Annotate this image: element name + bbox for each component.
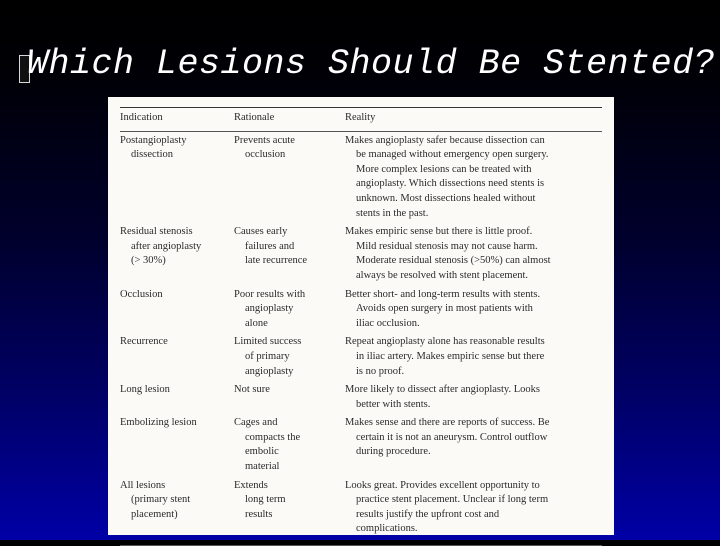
cell-text-line: Poor results with (234, 288, 306, 300)
cell-text-line: Occlusion (120, 288, 163, 300)
cell-text-line: alone (245, 317, 268, 329)
cell-rationale (234, 381, 345, 414)
cell-text-line: (primary stent (131, 494, 191, 506)
cell-text-line: Cages and (234, 417, 278, 429)
cell-text-line: Limited success (234, 336, 302, 348)
cell-text-line: during procedure. (356, 446, 431, 458)
cell-indication (120, 131, 234, 223)
cell-text-line: compacts the (245, 431, 301, 443)
cell-text-line: practice stent placement. Unclear if long term (356, 494, 549, 506)
cell-text-line: results (245, 508, 273, 520)
cell-text-line: (> 30%) (131, 255, 166, 267)
cell-text-line: after angioplasty (131, 240, 202, 252)
cell-text-line: Prevents acute (234, 134, 295, 146)
scanned-table-image (108, 97, 614, 535)
cell-text-line: be managed without emergency open surgery. (356, 149, 549, 161)
cell-indication (120, 477, 234, 546)
table-row (120, 286, 602, 334)
cell-text-line: Looks great. Provides excellent opportunity to (345, 479, 540, 491)
cell-text-line: material (245, 461, 280, 473)
cell-text-line: Long lesion (120, 384, 170, 396)
cell-text-line: is no proof. (356, 365, 405, 377)
table-row (120, 414, 602, 476)
cell-text-line: Avoids open surgery in most patients with (356, 303, 533, 315)
cell-text-line: of primary (245, 350, 290, 362)
cell-reality (345, 223, 602, 285)
cell-text-line: stents in the past. (356, 207, 429, 219)
cell-indication (120, 223, 234, 285)
cell-indication (120, 414, 234, 476)
cell-reality (345, 477, 602, 546)
cell-text-line: Makes sense and there are reports of success. Be (345, 417, 550, 429)
cell-text-line: More likely to dissect after angioplasty. Looks (345, 384, 540, 396)
cell-reality (345, 333, 602, 381)
cell-text-line: Postangioplasty (120, 134, 187, 146)
cell-text-line: late recurrence (245, 255, 308, 267)
cell-text-line: unknown. Most dissections healed without (356, 192, 536, 204)
cell-text-line: More complex lesions can be treated with (356, 163, 532, 175)
cell-text-line: angioplasty (245, 365, 294, 377)
cell-text-line: Repeat angioplasty alone has reasonable results (345, 336, 545, 348)
slide-title: Which Lesions Should Be Stented? (27, 44, 716, 84)
cell-text-line: Causes early (234, 226, 288, 238)
cell-text-line: Mild residual stenosis may not cause harm. (356, 240, 538, 252)
table-row (120, 381, 602, 414)
cell-reality (345, 131, 602, 223)
cell-text-line: Makes angioplasty safer because dissection can (345, 134, 545, 146)
cell-text-line: Embolizing lesion (120, 417, 197, 429)
cell-text-line: Makes empiric sense but there is little proof. (345, 226, 533, 238)
cell-text-line: Residual stenosis (120, 226, 193, 238)
stenting-indications-table (120, 107, 602, 546)
table-row (120, 131, 602, 223)
table-row (120, 333, 602, 381)
cell-text-line: angioplasty. Which dissections need stents is (356, 178, 545, 190)
table-row (120, 477, 602, 546)
table-header (120, 108, 602, 132)
cell-reality (345, 381, 602, 414)
cell-text-line: long term (245, 494, 286, 506)
cell-rationale (234, 477, 345, 546)
cell-rationale (234, 223, 345, 285)
cell-text-line: complications. (356, 523, 418, 535)
column-header-reality: Reality (345, 108, 602, 132)
table-container (120, 107, 602, 546)
cell-text-line: Moderate residual stenosis (>50%) can almost (356, 255, 551, 267)
cell-text-line: Not sure (234, 384, 270, 396)
column-header-rationale: Rationale (234, 108, 345, 132)
cell-rationale (234, 414, 345, 476)
cell-text-line: Better short- and long-term results with stents. (345, 288, 541, 300)
cell-text-line: results justify the upfront cost and (356, 508, 500, 520)
cell-text-line: certain it is not an aneurysm. Control outflow (356, 431, 548, 443)
header-row (120, 108, 602, 132)
cell-text-line: iliac occlusion. (356, 317, 420, 329)
cell-text-line: All lesions (120, 479, 166, 491)
column-header-indication: Indication (120, 108, 234, 132)
cell-rationale (234, 131, 345, 223)
cell-text-line: occlusion (245, 149, 286, 161)
cell-indication (120, 333, 234, 381)
cell-text-line: in iliac artery. Makes empiric sense but there (356, 350, 545, 362)
cell-text-line: angioplasty (245, 303, 294, 315)
cell-text-line: always be resolved with stent placement. (356, 269, 529, 281)
cell-text-line: Recurrence (120, 336, 168, 348)
cell-text-line: embolic (245, 446, 279, 458)
cell-rationale (234, 333, 345, 381)
cell-text-line: better with stents. (356, 398, 431, 410)
table-body (120, 131, 602, 545)
cell-text-line: Extends (234, 479, 268, 491)
cell-text-line: failures and (245, 240, 295, 252)
cell-reality (345, 414, 602, 476)
cell-text-line: dissection (131, 149, 173, 161)
cell-reality (345, 286, 602, 334)
cell-indication (120, 381, 234, 414)
cell-text-line: placement) (131, 508, 178, 520)
cell-rationale (234, 286, 345, 334)
cell-indication (120, 286, 234, 334)
table-row (120, 223, 602, 285)
